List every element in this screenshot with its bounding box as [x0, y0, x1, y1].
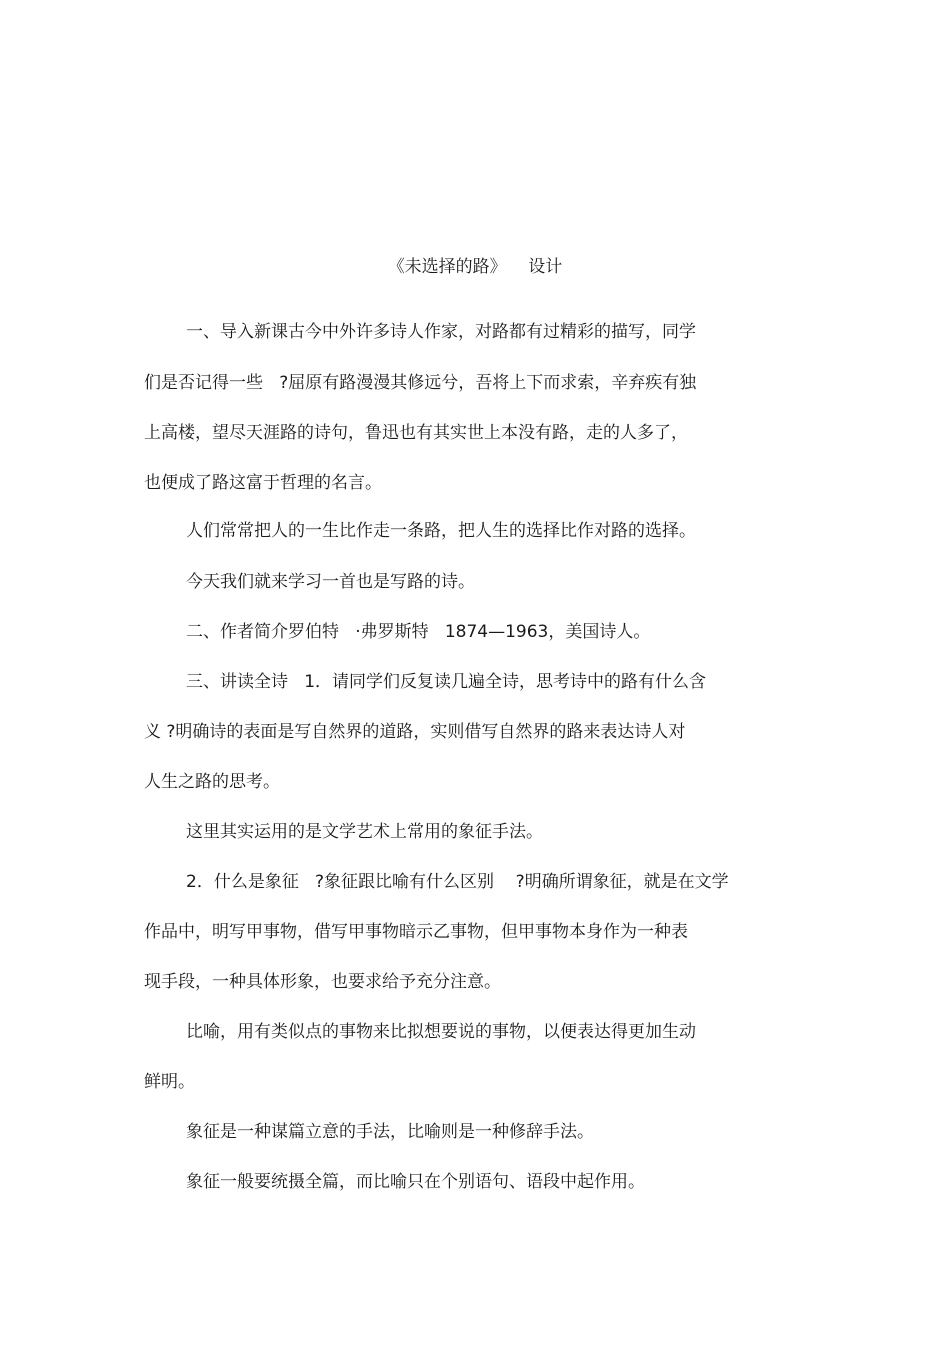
paragraph-line-intro-2: 们是否记得一些 ?屈原有路漫漫其修远兮，吾将上下而求索，辛弃疾有独 — [144, 373, 697, 393]
paragraph-line-definition-1: 2．什么是象征 ?象征跟比喻有什么区别 ?明确所谓象征，就是在文学 — [186, 872, 729, 892]
paragraph-line-comparison-2: 象征一般要统摄全篇，而比喻只在个别语句、语段中起作用。 — [186, 1172, 645, 1192]
paragraph-line-today: 今天我们就来学习一首也是写路的诗。 — [186, 572, 475, 592]
paragraph-line-reading-1: 三、讲读全诗 1．请同学们反复读几遍全诗，思考诗中的路有什么含 — [186, 672, 707, 692]
paragraph-line-intro-4: 也便成了路这富于哲理的名言。 — [144, 473, 382, 493]
document-title: 《未选择的路》 设计 — [387, 257, 563, 277]
paragraph-line-metaphor-2: 鲜明。 — [144, 1072, 195, 1092]
paragraph-line-life-path: 人们常常把人的一生比作走一条路，把人生的选择比作对路的选择。 — [186, 521, 696, 541]
paragraph-line-intro-3: 上高楼，望尽天涯路的诗句，鲁迅也有其实世上本没有路，走的人多了， — [144, 423, 688, 443]
paragraph-line-definition-3: 现手段，一种具体形象，也要求给予充分注意。 — [144, 972, 501, 992]
paragraph-line-author: 二、作者简介罗伯特 ·弗罗斯特 1874—1963，美国诗人。 — [186, 622, 651, 642]
paragraph-line-reading-2: 义 ?明确诗的表面是写自然界的道路，实则借写自然界的路来表达诗人对 — [144, 722, 686, 742]
paragraph-line-metaphor-1: 比喻，用有类似点的事物来比拟想要说的事物，以便表达得更加生动 — [186, 1022, 696, 1042]
paragraph-line-reading-3: 人生之路的思考。 — [144, 772, 280, 792]
paragraph-line-comparison-1: 象征是一种谋篇立意的手法，比喻则是一种修辞手法。 — [186, 1122, 594, 1142]
paragraph-line-symbolism: 这里其实运用的是文学艺术上常用的象征手法。 — [186, 822, 543, 842]
paragraph-line-intro-1: 一、导入新课古今中外许多诗人作家，对路都有过精彩的描写，同学 — [186, 322, 696, 342]
paragraph-line-definition-2: 作品中，明写甲事物，借写甲事物暗示乙事物，但甲事物本身作为一种表 — [144, 922, 688, 942]
